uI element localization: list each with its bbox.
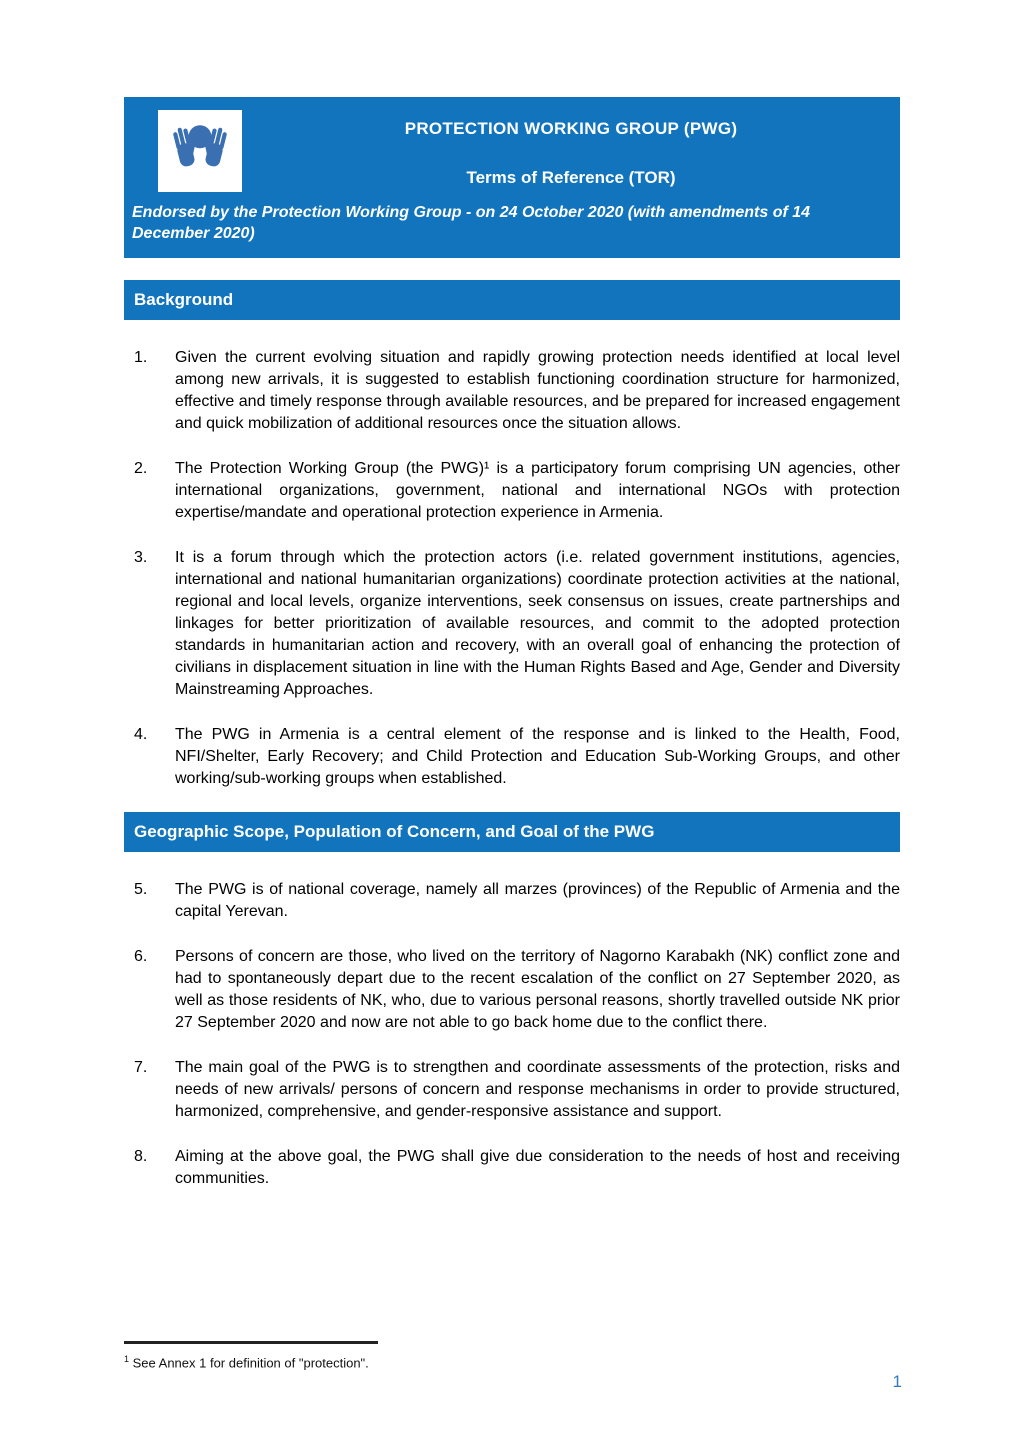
- paragraph-item: [124, 458, 900, 524]
- paragraph-item: [124, 946, 900, 1034]
- paragraph-item: [124, 547, 900, 701]
- paragraph-number: 2.: [134, 460, 148, 477]
- paragraph-number: 6.: [134, 948, 148, 965]
- paragraph-item: [124, 1057, 900, 1123]
- footnote-separator: [124, 1341, 378, 1344]
- document-content: [124, 97, 900, 1190]
- paragraph-text: The PWG in Armenia is a central element of the response and is linked to the Health, Food, NFI/Shelter, Early Recovery; and Child Protection and Education Sub-Working Groups, and other working/sub-working groups when established.: [175, 726, 900, 787]
- paragraph-number: 1.: [134, 349, 148, 366]
- section-heading-geographic-scope: Geographic Scope, Population of Concern, and Goal of the PWG: [124, 812, 900, 852]
- header-titles: [242, 97, 900, 192]
- paragraph-item: [124, 347, 900, 435]
- paragraph-text: Aiming at the above goal, the PWG shall give due consideration to the needs of host and receiving communities.: [175, 1148, 900, 1187]
- paragraph-text: It is a forum through which the protection actors (i.e. related government institutions, agencies, international and national humanitarian organizations) coordinate protection activities at the national, regional and local levels, organize interventions, seek consensus on issues, create partnerships and linkages for better prioritization of available resources, and commit to the adopted protection standards in humanitarian action and recovery, with an overall goal of enhancing the protection of civilians in displacement situation in line with the Human Rights Based and Age, Gender and Diversity Mainstreaming Approaches.: [175, 549, 900, 698]
- logo-cell: [124, 97, 242, 192]
- page-number: 1: [892, 1372, 902, 1391]
- paragraph-text: Persons of concern are those, who lived on the territory of Nagorno Karabakh (NK) conflict zone and had to spontaneously depart due to the recent escalation of the conflict on 27 September 2020, as well as those residents of NK, who, due to various personal reasons, shortly travelled outside NK prior 27 September 2020 and now are not able to go back home due to the conflict there.: [175, 948, 900, 1031]
- document-subtitle: Terms of Reference (TOR): [466, 168, 676, 187]
- paragraph-number: 8.: [134, 1148, 148, 1165]
- paragraph-item: [124, 1146, 900, 1190]
- paragraph-text: The main goal of the PWG is to strengthen and coordinate assessments of the protection, risks and needs of new arrivals/ persons of concern and response mechanisms in order to provide structured, harmonized, comprehensive, and gender-responsive assistance and support.: [175, 1059, 900, 1120]
- paragraph-item: [124, 879, 900, 923]
- paragraph-text: Given the current evolving situation and rapidly growing protection needs identified at local level among new arrivals, it is suggested to establish functioning coordination structure for harmonized, effective and timely response through available resources, and be prepared for increased engagement and quick mobilization of additional resources once the situation allows.: [175, 349, 900, 432]
- paragraph-number: 5.: [134, 881, 148, 898]
- paragraph-number: 3.: [134, 549, 148, 566]
- section-heading-background: Background: [124, 280, 900, 320]
- endorsement-note: Endorsed by the Protection Working Group - on 24 October 2020 (with amendments of 14 December 2020): [132, 204, 811, 242]
- header-top-row: [124, 97, 900, 192]
- footnote-text: [124, 1351, 900, 1371]
- footnote-marker: 1: [124, 1354, 130, 1364]
- footnote: [124, 1341, 900, 1371]
- document-header: [124, 97, 900, 258]
- hands-holding-person-icon: [165, 116, 235, 186]
- paragraph-item: [124, 724, 900, 790]
- paragraph-number: 4.: [134, 726, 148, 743]
- document-title: PROTECTION WORKING GROUP (PWG): [404, 119, 738, 138]
- protection-cluster-logo: [158, 110, 242, 192]
- paragraph-text: The Protection Working Group (the PWG)¹ is a participatory forum comprising UN agencies, other international organizations, government, national and international NGOs with protection expertise/mandate and operational protection experience in Armenia.: [175, 460, 900, 521]
- paragraph-number: 7.: [134, 1059, 148, 1076]
- paragraph-text: The PWG is of national coverage, namely all marzes (provinces) of the Republic of Armenia and the capital Yerevan.: [175, 881, 900, 920]
- footnote-body: See Annex 1 for definition of "protection".: [129, 1355, 369, 1371]
